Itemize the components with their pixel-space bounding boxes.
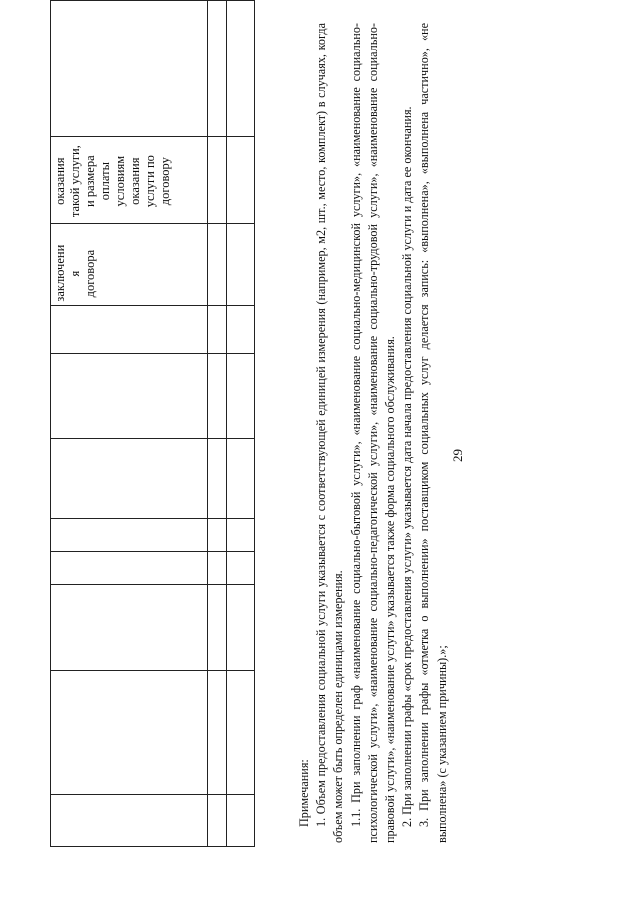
table-cell — [227, 795, 255, 847]
header-cell-service-conditions: оказания такой услуги, и размера оплаты условиям оказания услуги по договору — [53, 145, 172, 218]
table-cell — [51, 439, 208, 518]
table-cell — [208, 795, 227, 847]
note-3: 3. При заполнении графы «отметка о выполнении» поставщиком социальных услуг делается запись: «выполнена», «выполнена частично», «не выполнена» (с указанием причины).»; — [417, 23, 449, 843]
table-row — [227, 1, 255, 847]
table-cell — [227, 305, 255, 353]
notes-title: Примечания: — [297, 759, 311, 827]
table-cell — [51, 584, 208, 670]
table-cell — [208, 137, 227, 224]
header-cell-contract-conclusion: заключени я договора — [53, 244, 97, 302]
table-row — [208, 1, 227, 847]
table-cell — [208, 671, 227, 795]
table-row — [51, 1, 208, 847]
table-cell — [51, 518, 208, 552]
table-cell — [227, 552, 255, 585]
table-cell — [227, 584, 255, 670]
table-cell — [51, 354, 208, 439]
table-cell — [51, 137, 208, 224]
table-cell — [51, 1, 208, 137]
table-cell — [51, 671, 208, 795]
table-cell — [51, 305, 208, 353]
note-1: 1. Объем предоставления социальной услуги указывается с соответствующей единицей измерения (например, м2, шт., место, комплект) в случаях, когда объем может быть определен единицами измерения. — [314, 23, 346, 843]
note-2: 2. При заполнении графы «срок предоставления услуги» указывается дата начала предоставления социальной услуги и дата ее окончания. — [400, 106, 415, 827]
table-cell — [227, 354, 255, 439]
table-cell — [227, 224, 255, 305]
table-cell — [208, 518, 227, 552]
note-1-1: 1.1. При заполнении граф «наименование социально-бытовой услуги», «наименование социально-медицинской услуги», «наименование социально-психологической услуги», «наименование социально-педагогической услуги», «наименование социально-трудовой услуги», «наименование социально-правовой услуги», «наименование услуги» указывается также форма социального обслуживания. — [348, 23, 398, 843]
table-cell — [208, 439, 227, 518]
page-number: 29 — [450, 449, 465, 462]
table-cell — [51, 224, 208, 305]
table-cell — [51, 795, 208, 847]
table-cell — [227, 439, 255, 518]
table-cell — [208, 1, 227, 137]
table-cell — [51, 552, 208, 585]
table-cell — [227, 518, 255, 552]
table-cell — [208, 354, 227, 439]
table-cell — [227, 137, 255, 224]
table-cell — [208, 552, 227, 585]
table-cell — [227, 1, 255, 137]
notes-section — [296, 23, 451, 843]
form-table — [50, 0, 255, 847]
table-cell — [208, 584, 227, 670]
table-cell — [227, 671, 255, 795]
table-cell — [208, 224, 227, 305]
table-cell — [208, 305, 227, 353]
